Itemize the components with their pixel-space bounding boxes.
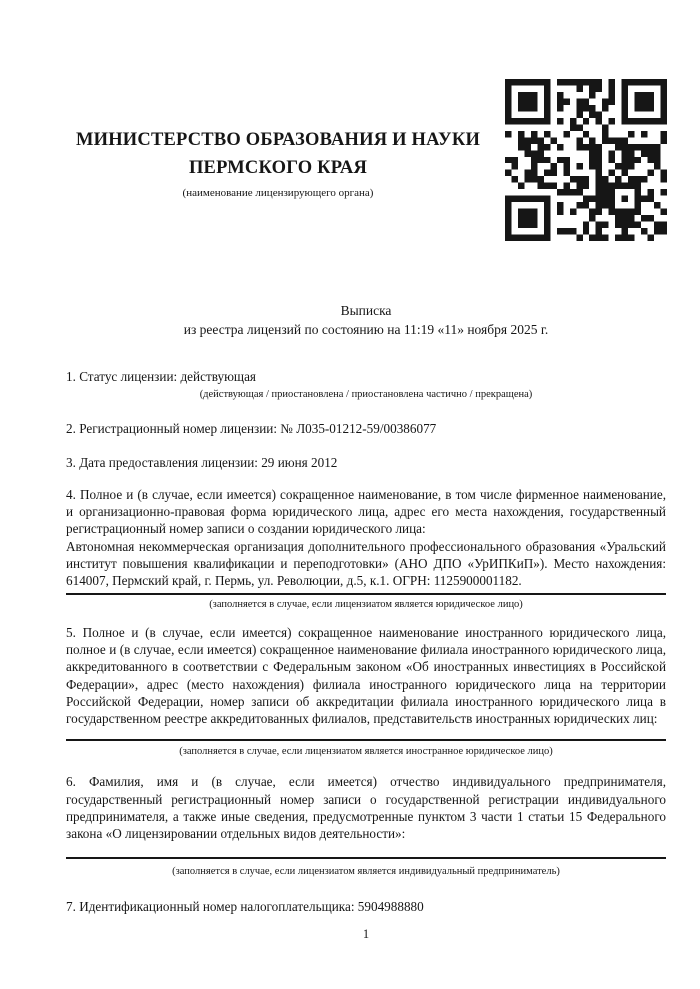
document-title-line2: из реестра лицензий по состоянию на 11:19 «11» ноября 2025 г. xyxy=(183,322,549,337)
separator-line-foreign-entity xyxy=(66,739,666,741)
ministry-name-line2: ПЕРМСКОГО КРАЯ xyxy=(188,157,368,178)
field-license-grant-date: 3. Дата предоставления лицензии: 29 июня 2012 xyxy=(66,454,338,470)
separator-line-legal-entity xyxy=(66,593,666,595)
document-title-line1: Выписка xyxy=(340,303,392,318)
field-taxpayer-number: 7. Идентификационный номер налогоплательщика: 5904988880 xyxy=(66,898,424,914)
field-individual-entrepreneur-text: 6. Фамилия, имя и (в случае, если имеется) отчество индивидуального предпринимателя, государственный регистрационный номер записи о государственной регистрации индивидуального предпринимателя, а также иные сведения, предусмотренные пунктом 3 части 1 статьи 15 Федерального закона «О лицензировании отдельных видов деятельности»: xyxy=(66,774,666,842)
ministry-name-line1: МИНИСТЕРСТВО ОБРАЗОВАНИЯ И НАУКИ xyxy=(75,130,481,150)
field-individual-entrepreneur-hint: (заполняется в случае, если лицензиатом является индивидуальный предприниматель) xyxy=(172,865,560,877)
field-legal-entity-hint: (заполняется в случае, если лицензиатом является юридическое лицо) xyxy=(209,598,523,610)
ministry-caption: (наименование лицензирующего органа) xyxy=(182,187,374,199)
qr-code-svg xyxy=(505,79,667,241)
page-number: 1 xyxy=(362,927,370,941)
field-registration-number: 2. Регистрационный номер лицензии: № Л035-01212-59/00386077 xyxy=(66,421,437,437)
field-foreign-entity-hint: (заполняется в случае, если лицензиатом является иностранное юридическое лицо) xyxy=(179,746,553,758)
field-legal-entity xyxy=(66,486,666,590)
licensing-authority-header xyxy=(66,127,490,200)
qr-code-icon xyxy=(505,79,667,241)
field-legal-entity-text: 4. Полное и (в случае, если имеется) сокращенное наименование, в том числе фирменное наименование, и организационно-правовая форма юридического лица, адрес его места нахождения, государственный регистрационный номер записи о создании юридического лица: xyxy=(66,486,666,537)
field-legal-entity-value: Автономная некоммерческая организация дополнительного профессионального образования «Уральский институт повышения квалификации и переподготовки» (АНО ДПО «УрИПКиП»). Место нахождения: 614007, Пермский край, г. Пермь, ул. Революции, д.5, к.1. ОГРН: 1125900001182. xyxy=(66,538,666,589)
document-title xyxy=(66,301,666,339)
document-body xyxy=(66,364,666,915)
field-license-status-hint: (действующая / приостановлена / приостановлена частично / прекращена) xyxy=(199,389,533,401)
separator-line-individual-entrepreneur xyxy=(66,857,666,859)
field-foreign-entity-text: 5. Полное и (в случае, если имеется) сокращенное наименование иностранного юридического лица, полное и (в случае, если имеется) сокращенное наименование филиала иностранного юридического лица, аккредитованного в соответствии с Федеральным законом «Об иностранных инвестициях в Российской Федерации», адрес (место нахождения) филиала иностранного юридического лица на территории Российской Федерации, номер записи об аккредитации филиала иностранного юридического лица в государственном реестре аккредитованных филиалов, представительств иностранных юридических лиц: xyxy=(66,624,666,727)
ministry-name xyxy=(66,127,490,182)
field-license-status: 1. Статус лицензии: действующая xyxy=(66,369,257,384)
